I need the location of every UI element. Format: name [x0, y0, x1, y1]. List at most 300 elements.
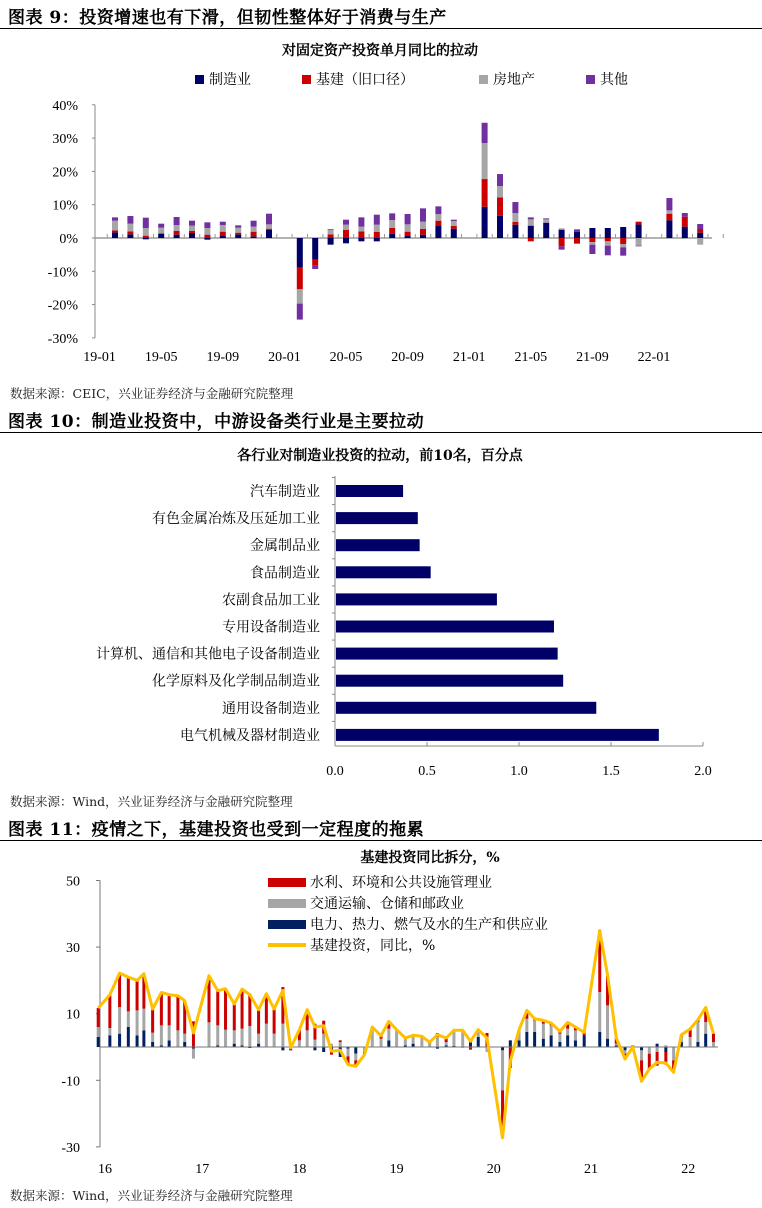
bar-segment-20-06	[358, 231, 364, 238]
bar-segment-20-04	[328, 229, 334, 230]
bar-segment-19-05	[158, 228, 164, 234]
bar-segment-21-02	[482, 179, 488, 207]
y-tick-label: -30%	[47, 331, 78, 347]
bar-segment-20-06	[358, 217, 364, 226]
bar-segment	[216, 1025, 219, 1045]
bar-segment-19-08	[204, 222, 210, 228]
bar-segment-20-04	[328, 234, 334, 238]
bar-segment	[208, 1022, 211, 1047]
bar-segment-21-10	[605, 241, 611, 245]
divider	[0, 840, 762, 841]
bar-segment	[704, 1034, 707, 1047]
bar-segment	[640, 1050, 643, 1060]
legend-label: 基建（旧口径）	[316, 72, 414, 88]
bar-segment	[339, 1042, 342, 1047]
bar-segment-21-12	[636, 238, 642, 246]
bar-segment-20-06	[358, 238, 364, 241]
bar-有色金属冶炼及压延加工业	[336, 512, 418, 524]
bar-segment	[168, 1025, 171, 1040]
bar-segment-19-12	[266, 230, 272, 238]
bar-segment-21-05	[528, 217, 534, 219]
bar-segment	[477, 1037, 480, 1047]
x-tick-label: 20-05	[329, 350, 363, 365]
x-tick-label: 18	[292, 1162, 307, 1177]
bar-segment-20-08	[389, 220, 395, 228]
bar-segment	[542, 1024, 545, 1039]
bar-segment-21-02	[482, 143, 488, 179]
legend-item-water-environment	[268, 872, 492, 892]
bar-segment-19-10	[235, 225, 241, 227]
bar-segment-19-02	[112, 230, 118, 232]
legend-swatch	[268, 920, 306, 929]
bar-segment	[395, 1030, 398, 1047]
y-tick-label: 10%	[52, 198, 78, 214]
bar-segment	[233, 1030, 236, 1043]
bar-segment-20-07	[374, 238, 380, 241]
divider	[0, 28, 762, 29]
bar-segment-20-04	[328, 238, 334, 245]
bar-segment	[248, 1026, 251, 1047]
bar-segment-19-04	[143, 238, 149, 239]
bar-通用设备制造业	[336, 702, 596, 714]
y-tick-label: 20%	[52, 165, 78, 181]
bar-segment	[525, 1032, 528, 1047]
bar-segment	[127, 1011, 130, 1027]
bar-segment	[347, 1049, 350, 1057]
bar-segment-21-06	[543, 223, 549, 238]
bar-segment	[313, 1040, 316, 1047]
bar-segment-20-07	[374, 232, 380, 238]
bar-segment-19-06	[174, 231, 180, 235]
bar-segment	[176, 996, 179, 1031]
bar-segment-21-02	[482, 123, 488, 143]
bar-汽车制造业	[336, 485, 403, 497]
bar-segment	[281, 1024, 284, 1047]
bar-segment-21-03	[497, 186, 503, 197]
bar-segment	[509, 1040, 512, 1047]
bar-segment-20-08	[389, 228, 395, 234]
bar-segment-20-12	[451, 226, 457, 229]
x-tick-label: 20-01	[268, 350, 301, 365]
x-tick-label: 19-01	[83, 350, 116, 365]
bar-segment-19-11	[251, 227, 257, 232]
bar-segment-19-12	[266, 214, 272, 225]
bar-segment-20-08	[389, 213, 395, 220]
bar-segment-22-03	[682, 217, 688, 227]
legend-label: 房地产	[493, 72, 535, 88]
bar-segment-20-11	[435, 221, 441, 226]
figure-10-source: 数据来源：Wind，兴业证券经济与金融研究院整理	[10, 794, 293, 809]
legend-label: 其他	[600, 72, 628, 88]
bar-segment	[354, 1047, 357, 1054]
bar-segment	[598, 1032, 601, 1047]
bar-segment-21-09	[589, 238, 595, 242]
bar-segment-21-03	[497, 174, 503, 186]
chart2-title: 各行业对制造业投资的拉动，前10名，百分点	[237, 448, 523, 464]
bar-segment	[127, 977, 130, 1011]
bar-segment-21-12	[636, 222, 642, 225]
bar-segment-22-04	[697, 233, 703, 238]
bar-segment	[151, 1033, 154, 1042]
bar-segment-20-12	[451, 221, 457, 226]
bar-segment-20-02	[297, 238, 303, 268]
category-label: 农副食品加工业	[222, 593, 320, 609]
x-tick-label: 20-09	[391, 350, 424, 365]
bar-食品制造业	[336, 566, 431, 578]
bar-segment	[518, 1040, 521, 1047]
bar-segment-19-09	[220, 225, 226, 232]
bar-segment	[257, 1010, 260, 1034]
bar-segment-19-04	[143, 236, 149, 238]
bar-segment	[712, 1042, 715, 1047]
figure-9-heading: 图表 9：投资增速也有下滑，但韧性整体好于消费与生产	[8, 8, 447, 28]
y-tick-label: 30	[66, 941, 80, 957]
bar-segment-19-05	[158, 224, 164, 228]
figure-11-source: 数据来源：Wind，兴业证券经济与金融研究院整理	[10, 1188, 293, 1203]
bar-segment	[108, 1035, 111, 1047]
y-tick-label: 50	[66, 874, 80, 890]
bar-segment-20-04	[328, 230, 334, 235]
bar-segment	[354, 1054, 357, 1061]
bar-segment-21-10	[605, 238, 611, 241]
x-tick-label: 2.0	[694, 764, 712, 779]
bar-segment-20-09	[405, 224, 411, 231]
bar-segment	[97, 1037, 100, 1047]
x-tick-label: 19-05	[144, 350, 178, 365]
bar-segment	[704, 1022, 707, 1034]
bar-segment-20-02	[297, 304, 303, 320]
x-tick-label: 1.5	[602, 764, 620, 779]
bar-segment-20-08	[389, 234, 395, 238]
bar-segment-20-07	[374, 215, 380, 225]
bar-segment-21-07	[559, 238, 565, 246]
bar-segment-20-05	[343, 225, 349, 230]
legend-label: 电力、热力、燃气及水的生产和供应业	[310, 917, 548, 933]
bar-segment	[598, 992, 601, 1032]
bar-segment	[533, 1020, 536, 1032]
bar-segment-22-03	[682, 227, 688, 238]
bar-segment-22-04	[697, 229, 703, 233]
bar-segment-19-04	[143, 228, 149, 236]
bar-segment-21-10	[605, 228, 611, 238]
bar-segment-19-11	[251, 236, 257, 238]
bar-segment-19-11	[251, 221, 257, 227]
bar-segment	[501, 1050, 504, 1090]
bar-segment	[606, 1039, 609, 1047]
legend-swatch	[302, 75, 311, 84]
y-tick-label: 10	[66, 1007, 80, 1023]
bar-segment-21-04	[512, 225, 518, 238]
x-tick-label: 0.5	[418, 764, 436, 779]
bar-segment	[241, 1029, 244, 1046]
bar-segment	[136, 1010, 139, 1035]
bar-segment-20-10	[420, 222, 426, 229]
bar-segment	[224, 1030, 227, 1047]
bar-segment-19-03	[127, 231, 133, 234]
bar-segment-19-12	[266, 224, 272, 228]
category-label: 化学原料及化学制品制造业	[152, 674, 320, 690]
bar-segment	[436, 1037, 439, 1047]
bar-segment	[241, 989, 244, 1029]
bar-segment	[322, 1034, 325, 1047]
bar-segment	[566, 1029, 569, 1036]
legend-swatch	[479, 75, 488, 84]
bar-segment-21-11	[620, 227, 626, 238]
y-tick-label: -10%	[47, 265, 78, 281]
bar-segment-22-02	[666, 210, 672, 213]
bar-segment	[558, 1034, 561, 1042]
bar-segment	[339, 1040, 342, 1042]
bar-segment-22-04	[697, 224, 703, 229]
bar-segment-22-03	[682, 238, 688, 239]
x-tick-label: 21-05	[514, 350, 548, 365]
bar-segment	[97, 1008, 100, 1027]
bar-segment-21-05	[528, 226, 534, 238]
legend-swatch	[268, 878, 306, 887]
bar-segment	[183, 1042, 186, 1047]
bar-segment	[664, 1047, 667, 1052]
category-label: 金属制品业	[250, 539, 320, 555]
bar-segment-20-11	[435, 226, 441, 238]
legend-item-manufacturing	[195, 69, 251, 89]
bar-segment-20-10	[420, 229, 426, 235]
legend-label: 水利、环境和公共设施管理业	[310, 875, 492, 891]
bar-segment	[380, 1039, 383, 1047]
bar-segment	[108, 995, 111, 1028]
category-label: 食品制造业	[250, 566, 320, 582]
bar-segment	[136, 980, 139, 1010]
bar-segment-20-09	[405, 236, 411, 238]
bar-segment-21-07	[559, 230, 565, 238]
bar-电气机械及器材制造业	[336, 729, 659, 741]
bar-segment-19-08	[204, 235, 210, 238]
bar-segment-19-06	[174, 235, 180, 238]
bar-segment-21-11	[620, 247, 626, 255]
bar-segment	[404, 1039, 407, 1046]
x-tick-label: 19-09	[206, 350, 240, 365]
bar-segment-19-04	[143, 218, 149, 228]
bar-segment	[672, 1047, 675, 1060]
bar-segment-21-04	[512, 202, 518, 213]
x-tick-label: 21-09	[576, 350, 609, 365]
bar-segment-19-11	[251, 232, 257, 237]
bar-segment-19-09	[220, 232, 226, 236]
bar-segment-20-10	[420, 235, 426, 238]
bar-segment	[118, 1007, 121, 1034]
y-tick-label: 40%	[52, 98, 78, 114]
bar-segment	[583, 1035, 586, 1047]
x-tick-label: 22	[681, 1162, 696, 1177]
bar-segment-21-06	[543, 218, 549, 219]
bar-segment	[192, 1049, 195, 1059]
bar-segment-20-06	[358, 227, 364, 232]
bar-segment-19-03	[127, 216, 133, 224]
bar-segment-20-12	[451, 229, 457, 238]
divider	[0, 432, 762, 433]
chart3-title: 基建投资同比拆分，%	[360, 850, 500, 866]
bar-segment	[558, 1042, 561, 1047]
bar-segment-20-05	[343, 220, 349, 225]
bar-segment-19-08	[204, 238, 210, 240]
bar-segment-19-02	[112, 221, 118, 231]
legend-item-transport	[268, 893, 464, 913]
bar-segment	[127, 1027, 130, 1047]
bar-segment	[168, 1040, 171, 1047]
category-label: 计算机、通信和其他电子设备制造业	[96, 647, 320, 663]
bar-segment-19-02	[112, 232, 118, 238]
legend-item-utilities	[268, 914, 548, 934]
bar-segment	[656, 1047, 659, 1052]
bar-segment-21-04	[512, 222, 518, 225]
x-tick-label: 19	[389, 1162, 404, 1177]
bar-segment-19-05	[158, 234, 164, 238]
bar-segment	[273, 1009, 276, 1034]
bar-segment-19-10	[235, 234, 241, 238]
bar-segment-21-07	[559, 246, 565, 249]
bar-segment-19-09	[220, 222, 226, 225]
bar-segment-20-02	[297, 289, 303, 303]
x-tick-label: 1.0	[510, 764, 528, 779]
bar-segment-19-07	[189, 233, 195, 238]
category-label: 汽车制造业	[250, 485, 320, 500]
y-tick-label: -30	[61, 1140, 80, 1156]
category-label: 电气机械及器材制造业	[180, 728, 320, 744]
bar-segment	[648, 1047, 651, 1054]
bar-segment-19-02	[112, 217, 118, 220]
bar-segment	[151, 1009, 154, 1033]
bar-segment-21-09	[589, 242, 595, 245]
bar-segment-21-12	[636, 224, 642, 238]
bar-segment	[224, 989, 227, 1030]
bar-segment	[566, 1035, 569, 1047]
bar-segment	[306, 1030, 309, 1047]
legend-swatch	[195, 75, 204, 84]
bar-segment-20-02	[297, 268, 303, 290]
bar-segment	[273, 1034, 276, 1047]
bar-segment	[696, 1042, 699, 1047]
bar-segment-21-07	[559, 228, 565, 229]
bar-segment-19-05	[158, 233, 164, 234]
bar-segment	[550, 1035, 553, 1047]
bar-segment-21-02	[482, 207, 488, 238]
bar-segment-19-10	[235, 228, 241, 233]
bar-segment	[265, 1024, 268, 1047]
category-label: 专用设备制造业	[222, 620, 320, 636]
bar-segment-19-03	[127, 234, 133, 238]
bar-segment	[387, 1029, 390, 1041]
legend-line-swatch	[268, 943, 306, 947]
bar-segment	[142, 1030, 145, 1047]
bar-segment-22-02	[666, 220, 672, 238]
x-tick-label: 16	[98, 1162, 112, 1177]
bar-segment-19-07	[189, 231, 195, 233]
bar-segment	[322, 1047, 325, 1052]
bar-segment-21-09	[589, 228, 595, 238]
bar-segment-20-05	[343, 230, 349, 238]
bar-segment	[712, 1034, 715, 1042]
infrastructure-yoy-line	[98, 931, 713, 1138]
bar-segment-21-03	[497, 216, 503, 238]
bar-segment-19-07	[189, 226, 195, 231]
bar-segment-21-08	[574, 229, 580, 231]
x-tick-label: 20	[486, 1162, 501, 1177]
x-tick-label: 0.0	[326, 764, 344, 779]
bar-segment-20-11	[435, 206, 441, 214]
bar-segment	[118, 1034, 121, 1047]
bar-化学原料及化学制品制造业	[336, 675, 563, 687]
bar-segment-19-06	[174, 225, 180, 231]
y-tick-label: 0%	[59, 232, 78, 247]
bar-segment-22-03	[682, 213, 688, 217]
bar-segment-19-06	[174, 217, 180, 225]
chart1-title: 对固定资产投资单月同比的拉动	[282, 43, 478, 59]
figure-9-source: 数据来源：CEIC，兴业证券经济与金融研究院整理	[10, 386, 294, 401]
bar-segment-20-07	[374, 225, 380, 232]
bar-segment-20-03	[312, 266, 318, 269]
bar-segment-20-05	[343, 238, 349, 243]
bar-segment	[574, 1030, 577, 1040]
bar-segment-20-03	[312, 238, 318, 260]
figure-10-heading: 图表 10：制造业投资中，中游设备类行业是主要拉动	[8, 412, 425, 432]
bar-segment	[168, 995, 171, 1026]
bar-segment	[257, 1034, 260, 1044]
x-tick-label: 17	[195, 1162, 210, 1177]
category-label: 通用设备制造业	[222, 701, 320, 717]
legend-swatch	[586, 75, 595, 84]
legend-item-other	[586, 69, 628, 89]
legend-label: 制造业	[209, 72, 251, 88]
bar-segment-22-02	[666, 214, 672, 221]
bar-农副食品加工业	[336, 593, 497, 605]
bar-segment	[445, 1042, 448, 1045]
bar-segment-19-10	[235, 233, 241, 235]
bar-segment	[298, 1040, 301, 1047]
bar-segment-20-03	[312, 260, 318, 266]
bar-segment	[533, 1032, 536, 1047]
bar-segment	[142, 1009, 145, 1031]
legend-item-infrastructure	[302, 69, 414, 89]
x-tick-label: 21	[584, 1162, 598, 1177]
bar-segment	[696, 1022, 699, 1042]
legend-swatch	[268, 899, 306, 908]
bar-segment	[183, 1034, 186, 1042]
bar-segment-20-11	[435, 214, 441, 221]
x-tick-label: 22-01	[637, 350, 671, 365]
y-tick-label: -20%	[47, 298, 78, 314]
bar-segment-19-08	[204, 228, 210, 235]
legend-item-infrastructure-yoy	[268, 935, 435, 955]
bar-segment	[216, 991, 219, 1026]
bar-segment-21-08	[574, 232, 580, 238]
y-tick-label: 30%	[52, 132, 78, 148]
bar-金属制品业	[336, 539, 420, 551]
bar-segment	[176, 1030, 179, 1047]
bar-segment	[689, 1037, 692, 1047]
bar-segment	[542, 1039, 545, 1047]
bar-segment	[136, 1035, 139, 1047]
bar-segment-21-11	[620, 244, 626, 247]
bar-segment-21-12	[636, 246, 642, 247]
bar-segment-20-09	[405, 214, 411, 224]
bar-segment-21-05	[528, 238, 534, 241]
bar-segment-19-12	[266, 229, 272, 230]
bar-segment	[97, 1027, 100, 1037]
bar-segment-21-03	[497, 197, 503, 215]
bar-segment-19-07	[189, 221, 195, 226]
figure-11-heading: 图表 11：疫情之下，基建投资也受到一定程度的拖累	[8, 820, 425, 840]
bar-segment	[160, 1025, 163, 1045]
bar-segment-19-09	[220, 236, 226, 238]
